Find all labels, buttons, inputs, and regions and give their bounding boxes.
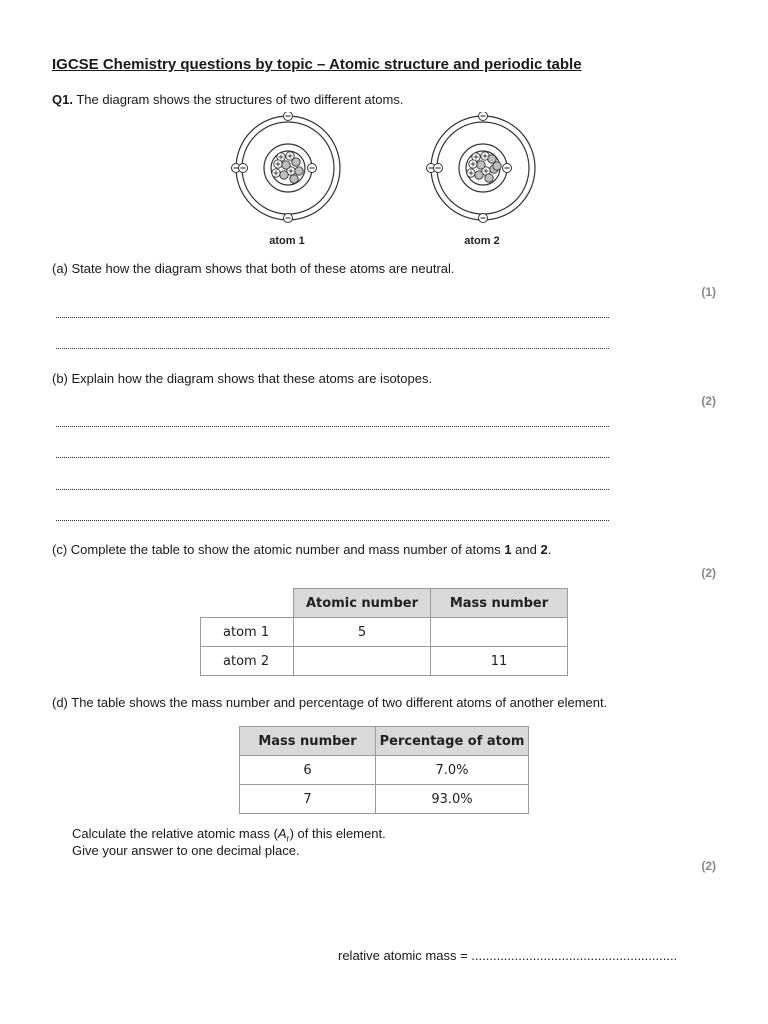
electron-icon [503, 164, 512, 173]
part-d-question: (d) The table shows the mass number and percentage of two different atoms of another element. [52, 695, 608, 710]
neutron-icon [280, 171, 288, 179]
calc-subscript: r [286, 833, 290, 844]
question-number: Q1. [52, 92, 73, 107]
answer-line[interactable] [56, 520, 609, 521]
neutron-icon [493, 162, 501, 170]
neutron-icon [282, 161, 290, 169]
answer-label: relative atomic mass = [338, 948, 472, 963]
table-header-row [240, 727, 529, 756]
table-cell-mass-number-input[interactable] [431, 618, 568, 647]
answer-line[interactable] [56, 348, 609, 349]
table-header: Atomic number [294, 589, 431, 618]
atom-1-label: atom 1 [269, 235, 305, 247]
atom-1-diagram [232, 112, 341, 223]
table-header: Mass number [240, 727, 376, 756]
proton-icon [274, 160, 282, 168]
table-cell-mass-number: 6 [240, 756, 376, 785]
electron-icon [284, 112, 293, 121]
table-cell-atomic-number: 5 [294, 618, 431, 647]
table-cell-percentage: 93.0% [376, 785, 529, 814]
table-row [201, 618, 568, 647]
table-header: Percentage of atom [376, 727, 529, 756]
table-row [201, 647, 568, 676]
atom-2-label: atom 2 [464, 235, 500, 247]
part-c-atom-1-ref: 1 [504, 542, 512, 557]
part-c-marks: (2) [701, 566, 716, 580]
part-c-text: (c) Complete the table to show the atomic number and mass number of atoms [52, 542, 505, 557]
part-c-atom-2-ref: 2 [540, 542, 548, 557]
answer-line[interactable] [56, 317, 609, 318]
table-header-row [201, 589, 568, 618]
atomic-mass-number-table [200, 588, 568, 676]
neutron-icon [290, 175, 298, 183]
part-c-text-mid: and [511, 542, 541, 557]
neutron-icon [295, 167, 303, 175]
row-label: atom 2 [201, 647, 294, 676]
table-cell-atomic-number-input[interactable] [294, 647, 431, 676]
neutron-icon [477, 161, 485, 169]
answer-line[interactable] [56, 426, 609, 427]
neutron-icon [292, 158, 300, 166]
electron-icon [434, 164, 443, 173]
table-cell-mass-number: 11 [431, 647, 568, 676]
table-corner [201, 589, 294, 618]
neutron-icon [475, 171, 483, 179]
electron-icon [479, 112, 488, 121]
table-row [240, 785, 529, 814]
calc-text-end: ) of this element. [289, 826, 386, 841]
part-c-question [52, 542, 551, 557]
answer-line[interactable] [56, 489, 609, 490]
table-cell-mass-number: 7 [240, 785, 376, 814]
mass-percentage-table [239, 726, 529, 814]
electron-icon [239, 164, 248, 173]
electron-icon [308, 164, 317, 173]
page-title: IGCSE Chemistry questions by topic – Atomic structure and periodic table [52, 56, 582, 73]
table-row [240, 756, 529, 785]
atoms-diagram [225, 112, 555, 252]
part-c-text-end: . [547, 542, 552, 557]
part-d-marks: (2) [701, 859, 716, 873]
question-intro [52, 92, 403, 107]
part-a-marks: (1) [701, 285, 716, 299]
row-label: atom 1 [201, 618, 294, 647]
answer-line-relative-atomic-mass[interactable] [338, 948, 677, 963]
part-a-question: (a) State how the diagram shows that both of these atoms are neutral. [52, 261, 455, 276]
electron-icon [479, 214, 488, 223]
table-header: Mass number [431, 589, 568, 618]
part-b-question: (b) Explain how the diagram shows that these atoms are isotopes. [52, 371, 433, 386]
part-b-marks: (2) [701, 394, 716, 408]
answer-dots[interactable]: ......................................................... [471, 948, 678, 963]
answer-line[interactable] [56, 457, 609, 458]
neutron-icon [485, 174, 493, 182]
proton-icon [272, 169, 280, 177]
proton-icon [467, 169, 475, 177]
table-cell-percentage: 7.0% [376, 756, 529, 785]
electron-icon [284, 214, 293, 223]
precision-instruction: Give your answer to one decimal place. [72, 843, 300, 858]
calc-text: Calculate the relative atomic mass ( [72, 826, 278, 841]
atom-2-diagram [427, 112, 536, 223]
calculation-instruction [72, 826, 386, 844]
calc-variable: A [277, 826, 287, 841]
proton-icon [469, 160, 477, 168]
question-intro-text: The diagram shows the structures of two different atoms. [76, 92, 404, 107]
